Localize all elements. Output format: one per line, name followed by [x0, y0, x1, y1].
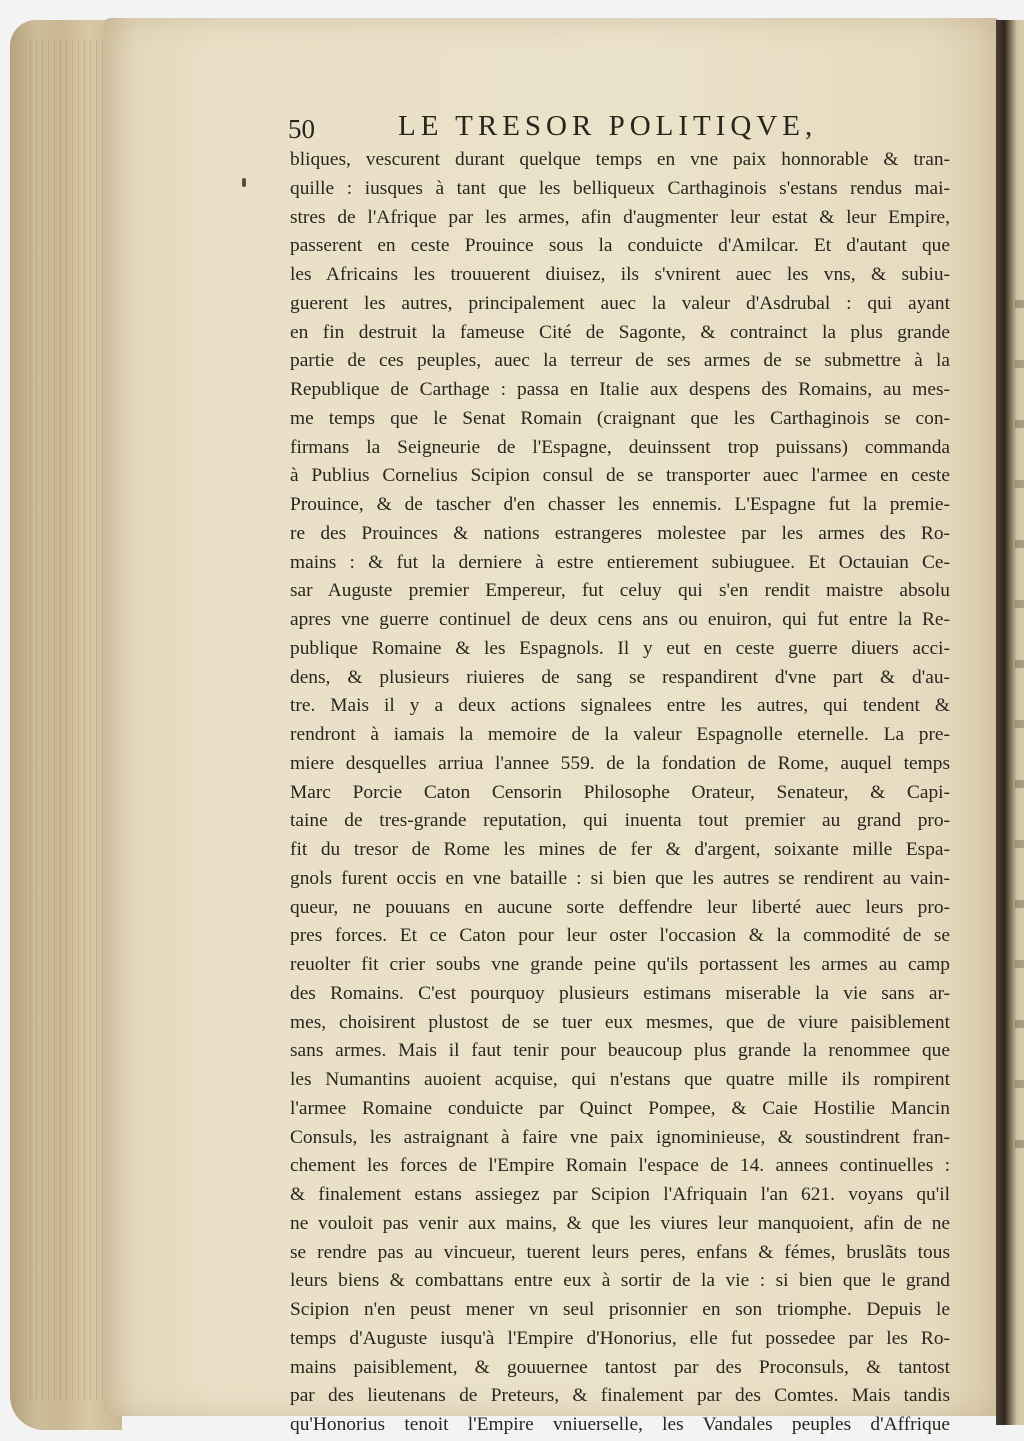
text-line: sar Auguste premier Empereur, fut celuy qui s'en rendit maistre absolu [290, 580, 950, 602]
text-line: chement les forces de l'Empire Romain l'espace de 14. annees continuelles : [290, 1155, 950, 1177]
facing-page-edge [1015, 300, 1024, 1200]
running-title: LE TRESOR POLITIQVE, [398, 110, 818, 142]
text-line: tre. Mais il y a deux actions signalees entre les autres, qui tendent & [290, 695, 950, 717]
text-line: fit du tresor de Rome les mines de fer & d'argent, soixante mille Espa- [290, 839, 950, 860]
text-line: en fin destruit la fameuse Cité de Sagonte, & contrainct la plus grande [290, 321, 950, 343]
text-line: l'armee Romaine conduicte par Quinct Pompee, & Caie Hostilie Mancin [290, 1097, 950, 1119]
page-header [288, 110, 948, 150]
text-line: ne vouloit pas venir aux mains, & que les viures leur manquoient, afin de ne [290, 1212, 950, 1234]
text-line: stres de l'Afrique par les armes, afin d'augmenter leur estat & leur Empire, [290, 206, 950, 228]
text-line: Marc Porcie Caton Censorin Philosophe Orateur, Senateur, & Capi- [290, 781, 950, 803]
text-line: mains : & fut la derniere à estre entierement subiuguee. Et Octauian Ce- [290, 551, 950, 573]
body-text [290, 146, 950, 1440]
text-line: se rendre pas au vincueur, tuerent leurs peres, enfans & fémes, bruslãts tous [290, 1241, 950, 1263]
text-line: firmans la Seigneurie de l'Espagne, deuinssent trop puissans) commanda [290, 436, 950, 458]
text-line: Consuls, les astraignant à faire vne paix ignominieuse, & soustindrent fran- [290, 1126, 950, 1148]
margin-ink-mark [242, 178, 246, 187]
text-line: dens, & plusieurs riuieres de sang se respandirent d'vne part & d'au- [290, 666, 950, 688]
text-line: passerent en ceste Prouince sous la conduicte d'Amilcar. Et d'autant que [290, 235, 950, 257]
text-line: re des Prouinces & nations estrangeres molestee par les armes des Ro- [290, 522, 950, 544]
text-line: me temps que le Senat Romain (craignant que les Carthaginois se con- [290, 407, 950, 429]
text-line: sans armes. Mais il faut tenir pour beaucoup plus grande la renommee que [290, 1040, 950, 1062]
page-edges-texture [30, 40, 110, 1400]
text-line: les Africains les trouuerent diuisez, ils s'vnirent auec les vns, & subiu- [290, 264, 950, 285]
text-line: queur, ne pouuans en aucune sorte deffendre leur liberté auec leurs pro- [290, 896, 950, 918]
text-line: Republique de Carthage : passa en Italie aux despens des Romains, au mes- [290, 379, 950, 400]
text-line: Prouince, & de tascher d'en chasser les ennemis. L'Espagne fut la premie- [290, 494, 950, 515]
text-line: reuolter fit crier soubs vne grande peine qu'ils portassent les armes au camp [290, 954, 950, 975]
text-line: apres vne guerre continuel de deux cens ans ou enuiron, qui fut entre la Re- [290, 609, 950, 630]
text-line: quille : iusques à tant que les belliqueux Carthaginois s'estans rendus mai- [290, 177, 950, 199]
text-line: des Romains. C'est pourquoy plusieurs estimans miserable la vie sans ar- [290, 982, 950, 1004]
page-number: 50 [288, 114, 315, 144]
text-line: gnols furent occis en vne bataille : si bien que les autres se rendirent au vain- [290, 867, 950, 889]
text-line: miere desquelles arriua l'annee 559. de la fondation de Rome, auquel temps [290, 752, 950, 774]
text-line: partie de ces peuples, auec la terreur de ses armes de se submettre à la [290, 350, 950, 372]
text-line: publique Romaine & les Espagnols. Il y eut en ceste guerre diuers acci- [290, 637, 950, 659]
text-line: rendront à iamais la memoire de la valeur Espagnolle eternelle. La pre- [290, 724, 950, 745]
text-line: temps d'Auguste iusqu'à l'Empire d'Honorius, elle fut possedee par les Ro- [290, 1327, 950, 1349]
text-line: Scipion n'en peust mener vn seul prisonnier en son triomphe. Depuis le [290, 1299, 950, 1320]
text-line: par des lieutenans de Preteurs, & finalement par des Comtes. Mais tandis [290, 1385, 950, 1407]
text-line: leurs biens & combattans entre eux à sortir de la vie : si bien que le grand [290, 1270, 950, 1292]
text-line: mes, choisirent plustost de se tuer eux mesmes, que de viure paisiblement [290, 1011, 950, 1033]
text-line: à Publius Cornelius Scipion consul de se transporter auec l'armee en ceste [290, 465, 950, 487]
text-line: bliques, vescurent durant quelque temps en vne paix honnorable & tran- [290, 149, 950, 170]
text-line: guerent les autres, principalement auec la valeur d'Asdrubal : qui ayant [290, 292, 950, 314]
text-line: taine de tres-grande reputation, qui inuenta tout premier au grand pro- [290, 810, 950, 832]
text-line: pres forces. Et ce Caton pour leur oster l'occasion & la commodité de se [290, 925, 950, 947]
text-line: les Numantins auoient acquise, qui n'estans que quatre mille ils rompirent [290, 1069, 950, 1090]
text-line: qu'Honorius tenoit l'Empire vniuerselle, les Vandales peuples d'Affrique [290, 1414, 950, 1435]
text-line: mains paisiblement, & gouuernee tantost par des Proconsuls, & tantost [290, 1356, 950, 1378]
text-line: & finalement estans assiegez par Scipion l'Afriquain l'an 621. voyans qu'il [290, 1184, 950, 1205]
